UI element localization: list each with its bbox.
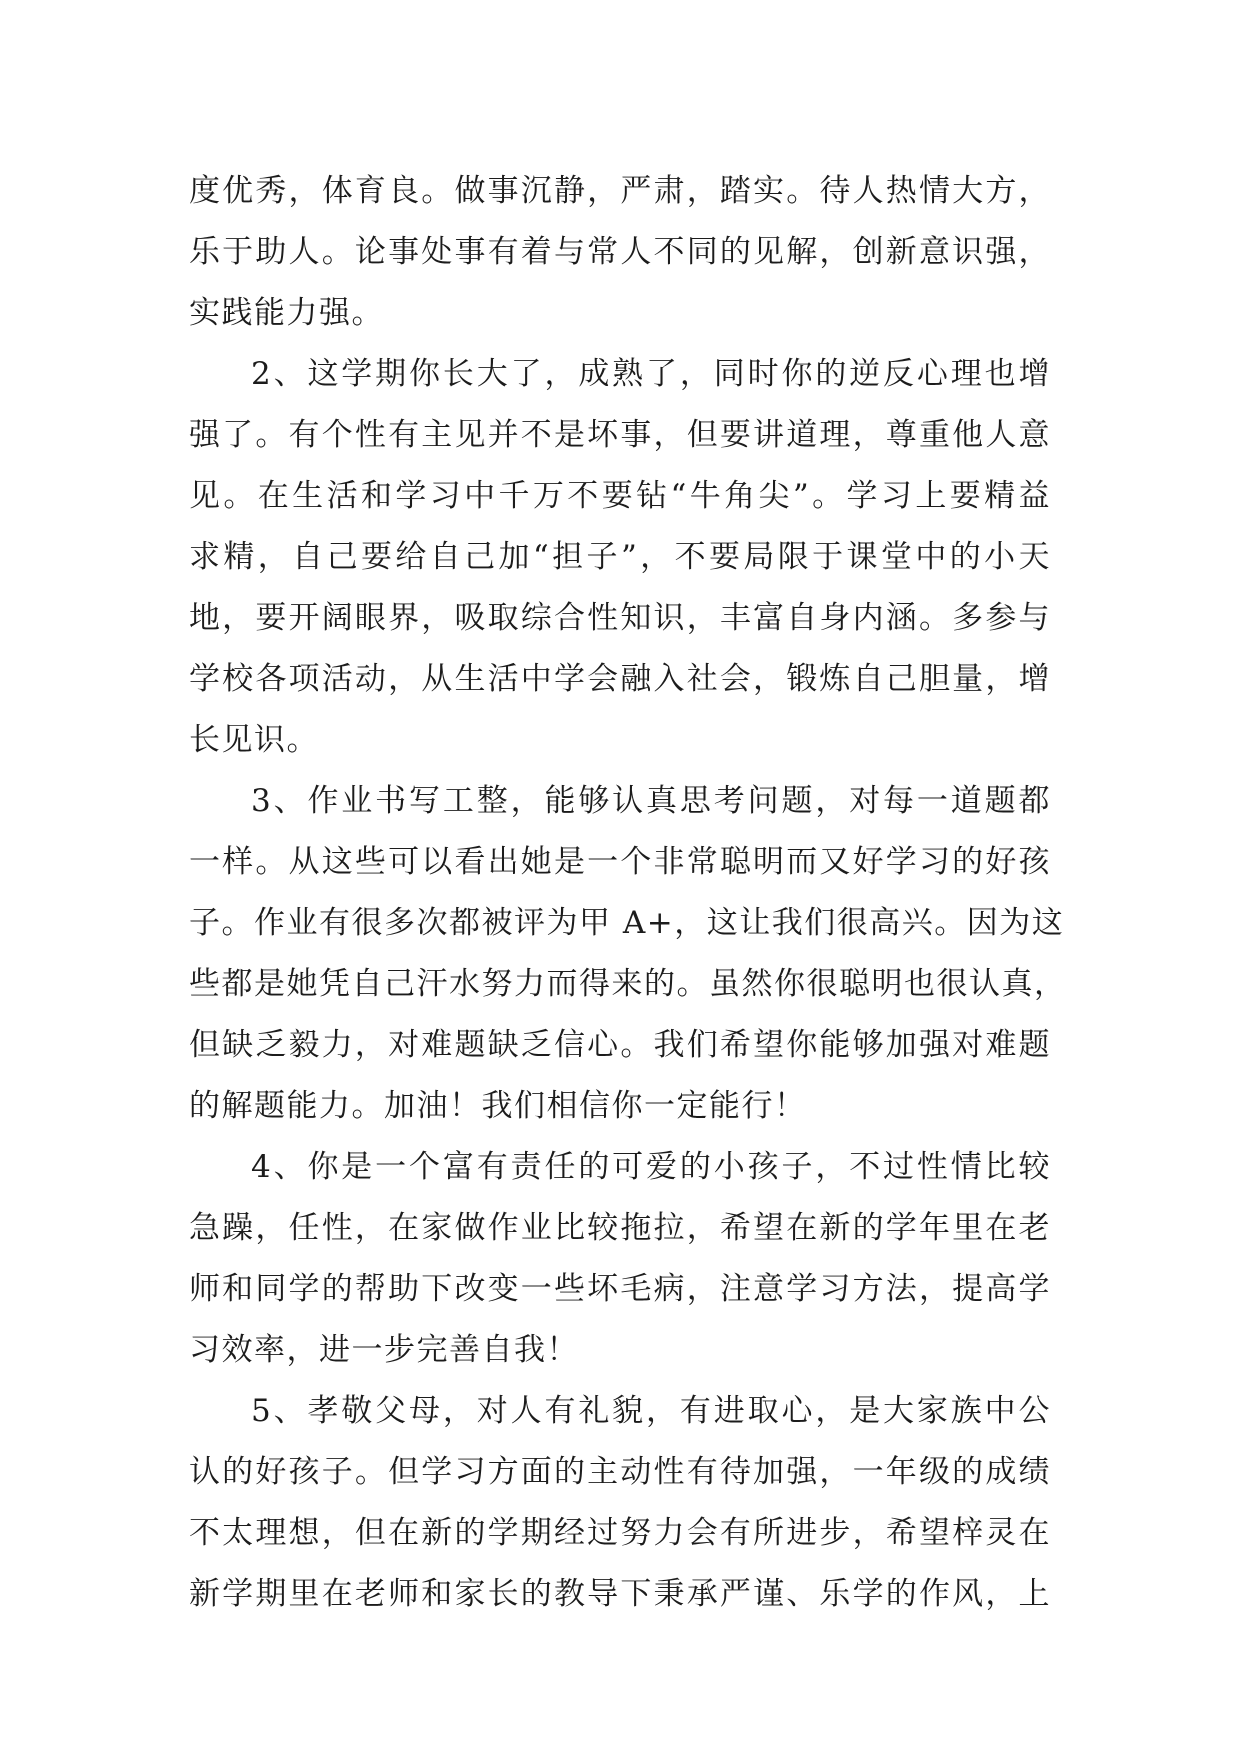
text-line: 不太理想，但在新的学期经过努力会有所进步，希望梓灵在 <box>189 1515 1051 1551</box>
text-line: 习效率，进一步完善自我！ <box>189 1332 579 1368</box>
text-line: 一样。从这些可以看出她是一个非常聪明而又好学习的好孩 <box>189 844 1051 880</box>
text-line: 地，要开阔眼界，吸取综合性知识，丰富自身内涵。多参与 <box>189 600 1051 636</box>
text-line: 度优秀，体育良。做事沉静，严肃，踏实。待人热情大方， <box>189 173 1051 209</box>
text-line: 强了。有个性有主见并不是坏事，但要讲道理，尊重他人意 <box>189 417 1051 453</box>
text-line: 师和同学的帮助下改变一些坏毛病，注意学习方法，提高学 <box>189 1271 1051 1307</box>
text-line: 子。作业有很多次都被评为甲 A+，这让我们很高兴。因为这 <box>189 905 1065 941</box>
text-line: 5、孝敬父母，对人有礼貌，有进取心，是大家族中公 <box>251 1393 1051 1429</box>
text-line: 2、这学期你长大了，成熟了，同时你的逆反心理也增 <box>251 356 1051 392</box>
text-line: 长见识。 <box>189 722 319 758</box>
text-line: 些都是她凭自己汗水努力而得来的。虽然你很聪明也很认真， <box>189 966 1067 1002</box>
text-line: 乐于助人。论事处事有着与常人不同的见解，创新意识强， <box>189 234 1051 270</box>
text-line: 见。在生活和学习中千万不要钻“牛角尖”。学习上要精益 <box>189 478 1051 514</box>
text-line: 但缺乏毅力，对难题缺乏信心。我们希望你能够加强对难题 <box>189 1027 1051 1063</box>
text-line: 3、作业书写工整，能够认真思考问题，对每一道题都 <box>251 783 1051 819</box>
text-line: 4、你是一个富有责任的可爱的小孩子，不过性情比较 <box>251 1149 1051 1185</box>
text-line: 学校各项活动，从生活中学会融入社会，锻炼自己胆量，增 <box>189 661 1051 697</box>
document-body <box>189 161 1067 1625</box>
text-line: 新学期里在老师和家长的教导下秉承严谨、乐学的作风，上 <box>189 1576 1051 1612</box>
text-line: 求精，自己要给自己加“担子”，不要局限于课堂中的小天 <box>189 539 1051 575</box>
text-line: 认的好孩子。但学习方面的主动性有待加强，一年级的成绩 <box>189 1454 1051 1490</box>
text-line: 实践能力强。 <box>189 295 384 331</box>
text-line: 急躁，任性，在家做作业比较拖拉，希望在新的学年里在老 <box>189 1210 1051 1246</box>
text-line: 的解题能力。加油！我们相信你一定能行！ <box>189 1088 807 1124</box>
